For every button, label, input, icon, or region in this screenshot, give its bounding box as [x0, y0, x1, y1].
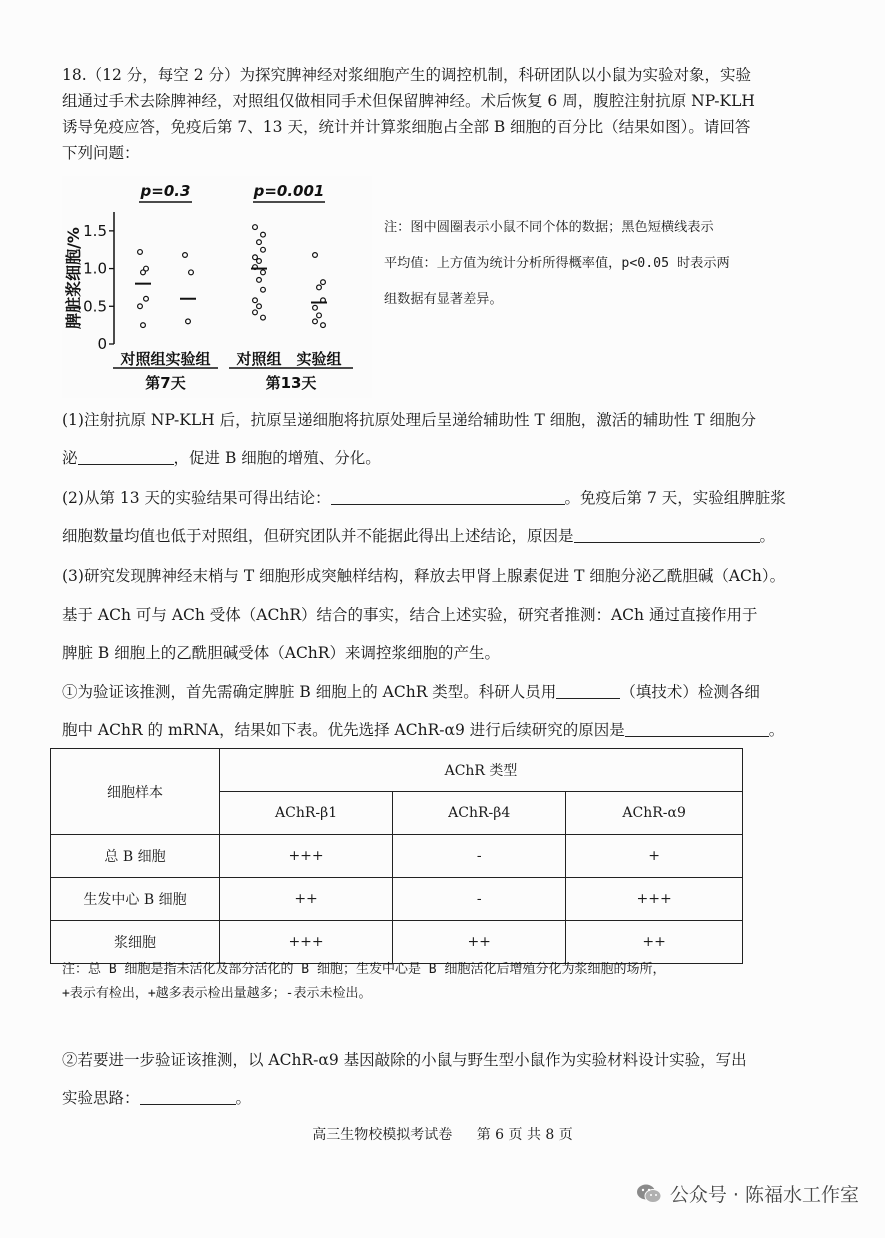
q3b-text: 实验思路：	[62, 1089, 140, 1107]
data-point	[261, 287, 266, 292]
watermark	[636, 1180, 859, 1207]
q1-text: 泌	[62, 449, 78, 467]
data-point	[257, 304, 262, 309]
q1-line1: (1)注射抗原 NP-KLH 后，抗原呈递细胞将抗原处理后呈递给辅助性 T 细胞，激活的辅助性 T 细胞分	[62, 411, 756, 429]
answer-blank[interactable]	[574, 526, 760, 543]
wechat-icon	[636, 1183, 662, 1205]
chart-note	[384, 210, 834, 318]
intro-line: 18.（12 分，每空 2 分）为探究脾神经对浆细胞产生的调控机制，科研团队以小鼠为实验对象，实验	[62, 66, 752, 84]
table-cell: -	[393, 835, 566, 878]
table-note-line: +表示有检出，+越多表示检出量越多；-表示未检出。	[62, 986, 372, 1001]
table-corner: 细胞样本	[51, 749, 220, 835]
data-point	[253, 255, 258, 260]
data-point	[144, 296, 149, 301]
table-cell: +++	[566, 878, 743, 921]
chart-note-line: 注：图中圆圈表示小鼠不同个体的数据；黑色短横线表示	[384, 220, 714, 235]
y-tick-label: 1.5	[83, 221, 107, 240]
data-point	[313, 305, 318, 310]
chart-svg	[62, 176, 372, 398]
day-label: 第13天	[265, 374, 317, 392]
data-point	[317, 313, 322, 318]
answer-blank[interactable]	[140, 1088, 236, 1105]
data-point	[261, 232, 266, 237]
q2-text: (2)从第 13 天的实验结果可得出结论：	[62, 489, 331, 507]
q3b-line2	[62, 1086, 251, 1108]
intro-line: 组通过手术去除脾神经，对照组仅做相同手术但保留脾神经。术后恢复 6 周，腹腔注射抗原 NP-KLH	[62, 92, 755, 110]
data-point	[257, 240, 262, 245]
q3-text: ①为验证该推测，首先需确定脾脏 B 细胞上的 AChR 类型。科研人员用	[62, 683, 557, 701]
q3-sub1-line2	[62, 718, 784, 740]
chart-note-line: 平均值：上方值为统计分析所得概率值，p<0.05 时表示两	[384, 256, 730, 271]
scatter-chart	[62, 176, 372, 398]
q2-line1	[62, 486, 786, 508]
table-note-line: 注：总 B 细胞是指未活化及部分活化的 B 细胞；生发中心是 B 细胞活化后增殖分化为浆细胞的场所，	[62, 962, 666, 977]
data-point	[141, 270, 146, 275]
q3b-text: 。	[235, 1089, 252, 1107]
data-point	[317, 285, 322, 290]
answer-blank[interactable]	[78, 448, 174, 465]
question-intro	[62, 62, 834, 166]
data-point	[186, 319, 191, 324]
group-label: 实验组	[165, 350, 211, 368]
table-cell: ++	[393, 921, 566, 964]
table-column-header: AChR-β1	[220, 792, 393, 835]
group-label: 对照组	[120, 350, 166, 368]
data-point	[261, 247, 266, 252]
y-tick-label: 0.5	[83, 297, 107, 316]
table-cell: +++	[220, 921, 393, 964]
table-cell: +	[566, 835, 743, 878]
q3-text: 。	[768, 721, 785, 739]
q3-sub1-line1	[62, 680, 760, 702]
row-label: 总 B 细胞	[51, 835, 220, 878]
q3b-line1: ②若要进一步验证该推测，以 AChR-α9 基因敲除的小鼠与野生型小鼠作为实验材料设计实验，写出	[62, 1051, 747, 1069]
watermark-text: 公众号 · 陈福水工作室	[669, 1184, 859, 1206]
answer-blank[interactable]	[625, 720, 769, 737]
q3-text: 胞中 AChR 的 mRNA，结果如下表。优先选择 AChR-α9 进行后续研究的原因是	[62, 721, 625, 739]
answer-blank[interactable]	[556, 682, 620, 699]
table-row	[51, 878, 743, 921]
data-point	[253, 225, 258, 230]
row-label: 生发中心 B 细胞	[51, 878, 220, 921]
page-number: 第 6 页 共 8 页	[476, 1127, 573, 1143]
table-column-header: AChR-α9	[566, 792, 743, 835]
table-cell: ++	[220, 878, 393, 921]
q3-text: （填技术）检测各细	[620, 683, 760, 701]
achr-table	[50, 748, 743, 964]
data-point	[313, 319, 318, 324]
q1-text: ，促进 B 细胞的增殖、分化。	[173, 449, 381, 467]
row-label: 浆细胞	[51, 921, 220, 964]
data-point	[313, 253, 318, 258]
page-footer	[0, 1124, 885, 1144]
chart-note-line: 组数据有显著差异。	[384, 292, 503, 307]
q2-line2	[62, 524, 775, 546]
group-label: 实验组	[296, 350, 342, 368]
p-value-label: p=0.3	[140, 182, 191, 200]
data-point	[321, 323, 326, 328]
q1-line2	[62, 446, 381, 468]
exam-title: 高三生物校模拟考试卷	[312, 1127, 453, 1143]
data-point	[321, 280, 326, 285]
table-cell: ++	[566, 921, 743, 964]
data-point	[253, 310, 258, 315]
p-value-label: p=0.001	[253, 182, 325, 200]
q3-line3: 脾脏 B 细胞上的乙酰胆碱受体（AChR）来调控浆细胞的产生。	[62, 644, 500, 662]
day-label: 第7天	[145, 374, 186, 392]
data-point	[257, 277, 262, 282]
q3-line2: 基于 ACh 可与 ACh 受体（AChR）结合的事实，结合上述实验，研究者推测：ACh 通过直接作用于	[62, 606, 758, 624]
table-cell: +++	[220, 835, 393, 878]
data-point	[257, 259, 262, 264]
q2-text: 细胞数量均值也低于对照组，但研究团队并不能据此得出上述结论，原因是	[62, 527, 574, 545]
data-point	[261, 270, 266, 275]
data-point	[141, 323, 146, 328]
table-row	[51, 835, 743, 878]
data-point	[189, 270, 194, 275]
table-group-header: AChR 类型	[220, 749, 743, 792]
data-point	[261, 315, 266, 320]
data-point	[138, 250, 143, 255]
data-point	[138, 304, 143, 309]
answer-blank[interactable]	[331, 488, 565, 505]
y-axis-label: 脾脏浆细胞/%	[64, 227, 83, 329]
data-point	[183, 253, 188, 258]
y-tick-label: 1.0	[83, 259, 107, 278]
q2-text: 。	[759, 527, 776, 545]
q3-line1: (3)研究发现脾神经末梢与 T 细胞形成突触样结构，释放去甲肾上腺素促进 T 细胞分泌乙酰胆碱（ACh）。	[62, 567, 786, 585]
data-point	[253, 298, 258, 303]
table-column-header: AChR-β4	[393, 792, 566, 835]
table-note	[62, 958, 862, 1006]
intro-line: 诱导免疫应答，免疫后第 7、13 天，统计并计算浆细胞占全部 B 细胞的百分比（结果如图）。请回答	[62, 118, 751, 136]
y-tick-label: 0	[97, 335, 107, 353]
intro-line: 下列问题：	[62, 144, 140, 162]
table-cell: -	[393, 878, 566, 921]
group-label: 对照组	[236, 350, 282, 368]
q2-text: 。免疫后第 7 天，实验组脾脏浆	[564, 489, 786, 507]
